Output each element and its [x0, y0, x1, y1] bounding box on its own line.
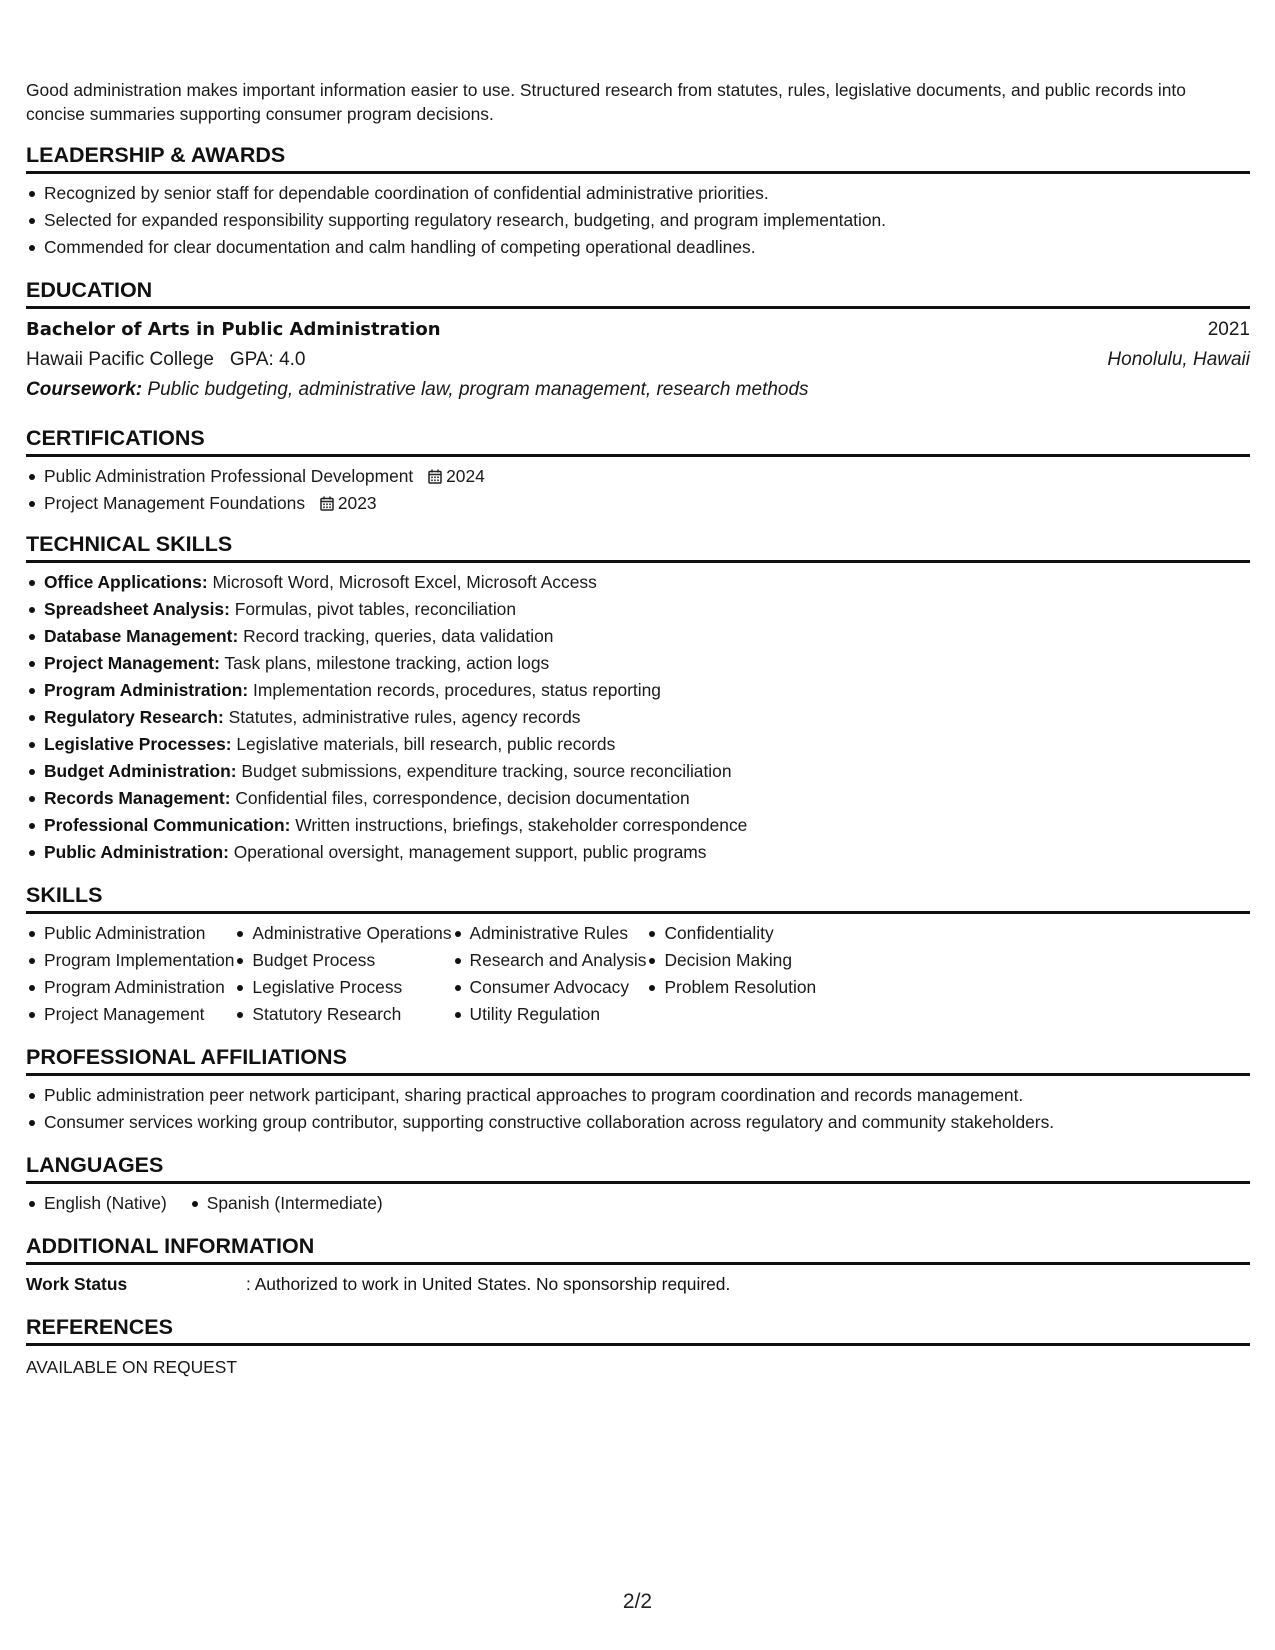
- list-item: Commended for clear documentation and calm handling of competing operational deadlines.: [26, 234, 1250, 261]
- list-item: [26, 758, 1250, 785]
- list-item: [26, 490, 1250, 517]
- list-item: [26, 569, 1250, 596]
- work-status-label: Work Status: [26, 1274, 128, 1294]
- list-item: Utility Regulation: [452, 1001, 647, 1028]
- leadership-section: [26, 142, 1250, 261]
- list-item: [26, 731, 1250, 758]
- summary-paragraph: Good administration makes important information easier to use. Structured research from statutes, rules, legislative documents, and public records into concise summaries supporting consumer program decisions.: [26, 80, 1186, 124]
- additional-info-section: [26, 1233, 1250, 1298]
- list-item: Legislative Process: [234, 974, 451, 1001]
- certification-name: Project Management Foundations: [44, 493, 306, 513]
- skill-label: Public Administration:: [44, 842, 229, 862]
- list-item: [26, 596, 1250, 623]
- leadership-list: [26, 180, 1250, 261]
- list-item: Public administration peer network participant, sharing practical approaches to program coordination and records management.: [26, 1082, 1250, 1109]
- skill-value: Statutes, administrative rules, agency records: [228, 707, 581, 727]
- skill-label: Regulatory Research:: [44, 707, 224, 727]
- section-title-references: REFERENCES: [26, 1314, 1250, 1346]
- list-item: Confidentiality: [646, 920, 816, 947]
- certifications-list: [26, 463, 1250, 517]
- certification-year: 2024: [446, 466, 485, 486]
- skill-label: Records Management:: [44, 788, 231, 808]
- section-title-education: EDUCATION: [26, 277, 1250, 309]
- references-text: AVAILABLE ON REQUEST: [26, 1357, 238, 1377]
- skill-value: Task plans, milestone tracking, action logs: [224, 653, 550, 673]
- skill-value: Record tracking, queries, data validation: [243, 626, 554, 646]
- gpa: GPA: 4.0: [229, 349, 306, 370]
- languages-list: [26, 1190, 1250, 1217]
- list-item: Selected for expanded responsibility supporting regulatory research, budgeting, and program implementation.: [26, 207, 1250, 234]
- skill-value: Microsoft Word, Microsoft Excel, Microsoft Access: [212, 572, 597, 592]
- skill-label: Legislative Processes:: [44, 734, 232, 754]
- calendar-icon: [320, 496, 334, 511]
- skill-label: Office Applications:: [44, 572, 208, 592]
- skill-label: Program Administration:: [44, 680, 249, 700]
- skill-label: Database Management:: [44, 626, 239, 646]
- skills-grid: [26, 920, 1250, 1028]
- list-item: Program Administration: [26, 974, 234, 1001]
- section-title-affiliations: PROFESSIONAL AFFILIATIONS: [26, 1044, 1250, 1076]
- list-item: Statutory Research: [234, 1001, 451, 1028]
- list-item: [26, 677, 1250, 704]
- section-title-skills: SKILLS: [26, 882, 1250, 914]
- list-item: Recognized by senior staff for dependable coordination of confidential administrative priorities.: [26, 180, 1250, 207]
- list-item: Problem Resolution: [646, 974, 816, 1001]
- resume-page: [26, 0, 1250, 1381]
- certifications-section: [26, 425, 1250, 517]
- list-item: English (Native): [26, 1190, 167, 1217]
- list-item: Spanish (Intermediate): [189, 1190, 383, 1217]
- work-status-row: [26, 1271, 1250, 1298]
- skills-column: [234, 920, 451, 1028]
- skill-label: Budget Administration:: [44, 761, 237, 781]
- skill-label: Spreadsheet Analysis:: [44, 599, 230, 619]
- skill-value: Legislative materials, bill research, public records: [236, 734, 616, 754]
- list-item: Administrative Rules: [452, 920, 647, 947]
- list-item: [26, 812, 1250, 839]
- page-number: 2/2: [622, 1590, 653, 1613]
- skills-column: [646, 920, 816, 1028]
- list-item: Budget Process: [234, 947, 451, 974]
- school-location: Honolulu, Hawaii: [1107, 349, 1250, 370]
- list-item: [26, 463, 1250, 490]
- skills-section: [26, 882, 1250, 1028]
- skill-value: Operational oversight, management support, public programs: [233, 842, 707, 862]
- skill-value: Written instructions, briefings, stakeholder correspondence: [295, 815, 748, 835]
- skills-column: [452, 920, 647, 1028]
- list-item: Program Implementation: [26, 947, 234, 974]
- education-section: [26, 277, 1250, 405]
- certification-name: Public Administration Professional Development: [44, 466, 414, 486]
- list-item: [26, 623, 1250, 650]
- skill-label: Professional Communication:: [44, 815, 291, 835]
- languages-section: [26, 1152, 1250, 1217]
- work-status-value: : Authorized to work in United States. No sponsorship required.: [246, 1274, 731, 1294]
- section-title-certifications: CERTIFICATIONS: [26, 425, 1250, 457]
- calendar-icon: [428, 469, 442, 484]
- skill-label: Project Management:: [44, 653, 220, 673]
- section-title-leadership: LEADERSHIP & AWARDS: [26, 142, 1250, 174]
- affiliations-section: [26, 1044, 1250, 1136]
- skill-value: Confidential files, correspondence, decision documentation: [235, 788, 690, 808]
- skill-value: Implementation records, procedures, status reporting: [253, 680, 661, 700]
- list-item: Research and Analysis: [452, 947, 647, 974]
- references-section: [26, 1314, 1250, 1381]
- coursework: Public budgeting, administrative law, program management, research methods: [147, 379, 809, 400]
- list-item: [26, 839, 1250, 866]
- degree: Bachelor of Arts in Public Administration: [26, 319, 441, 340]
- technical-skills-section: [26, 531, 1250, 866]
- technical-skills-list: [26, 569, 1250, 866]
- list-item: Project Management: [26, 1001, 234, 1028]
- list-item: Consumer Advocacy: [452, 974, 647, 1001]
- skills-column: [26, 920, 234, 1028]
- section-title-additional-info: ADDITIONAL INFORMATION: [26, 1233, 1250, 1265]
- list-item: Public Administration: [26, 920, 234, 947]
- education-entry: [26, 315, 1250, 405]
- coursework-label: Coursework:: [26, 379, 143, 400]
- list-item: Administrative Operations: [234, 920, 451, 947]
- section-title-languages: LANGUAGES: [26, 1152, 1250, 1184]
- list-item: [26, 704, 1250, 731]
- school-name: Hawaii Pacific College: [26, 349, 214, 370]
- certification-year: 2023: [337, 493, 377, 513]
- list-item: [26, 785, 1250, 812]
- skill-value: Budget submissions, expenditure tracking, source reconciliation: [241, 761, 732, 781]
- skill-value: Formulas, pivot tables, reconciliation: [234, 599, 517, 619]
- list-item: Decision Making: [646, 947, 816, 974]
- section-title-technical-skills: TECHNICAL SKILLS: [26, 531, 1250, 563]
- list-item: Consumer services working group contributor, supporting constructive collaboration across regulatory and community stakeholders.: [26, 1109, 1250, 1136]
- list-item: [26, 650, 1250, 677]
- graduation-year: 2021: [1207, 319, 1250, 340]
- affiliations-list: [26, 1082, 1250, 1136]
